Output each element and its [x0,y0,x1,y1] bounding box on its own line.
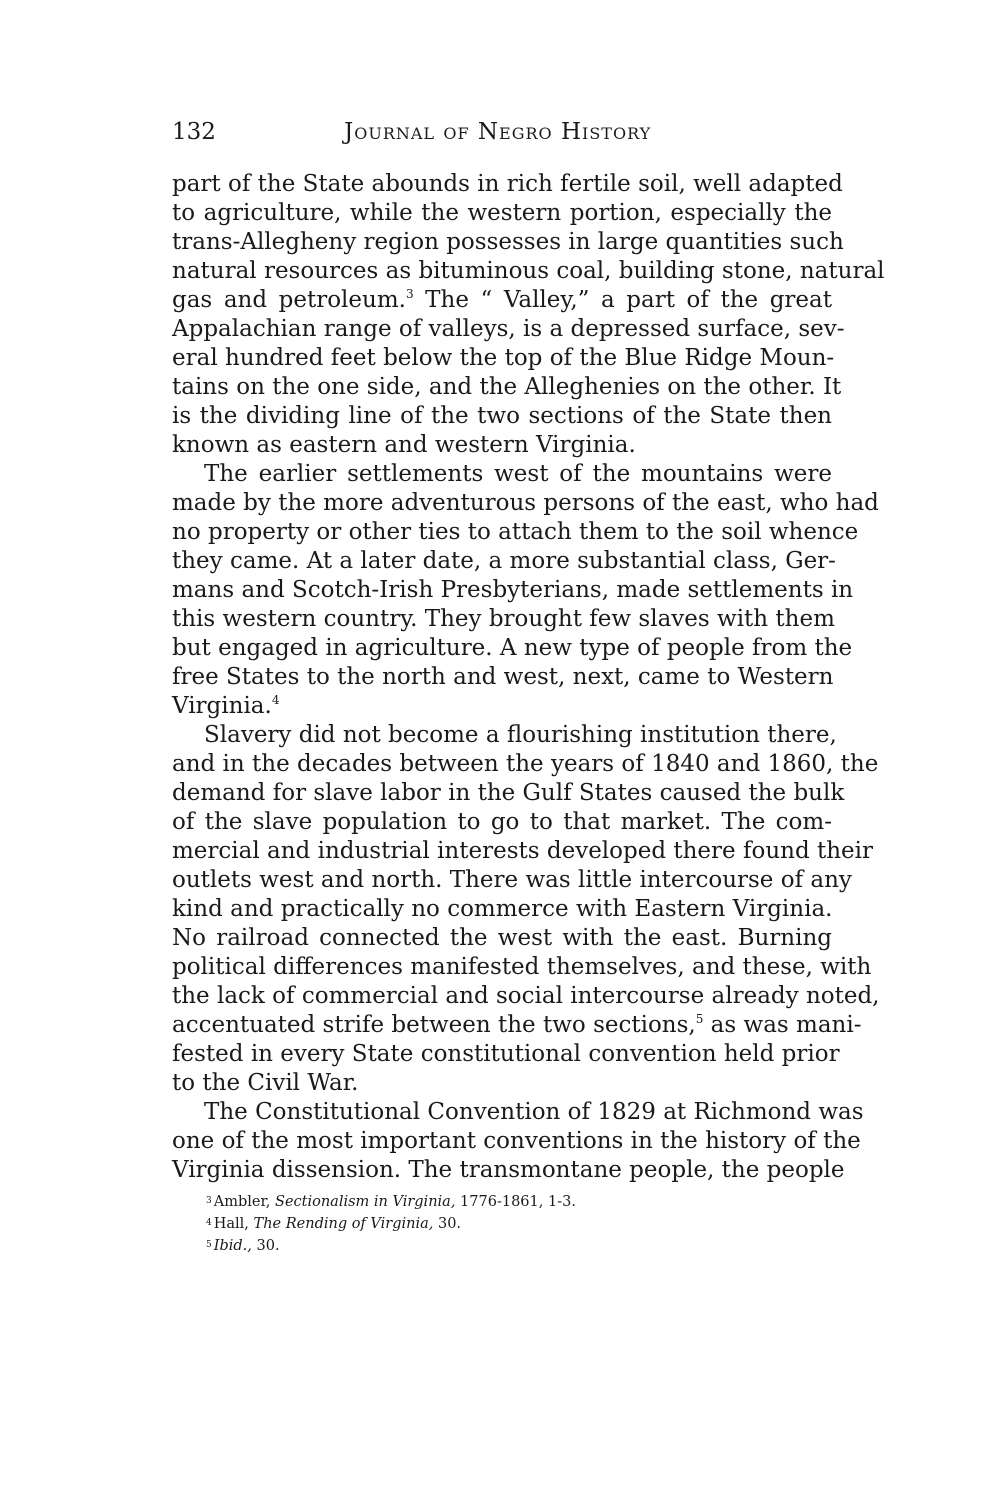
text-line: one of the most important conventions in the history of the [172,1128,861,1154]
text-line: to agriculture, while the western portion, especially the [172,200,832,226]
text-line: mans and Scotch-Irish Presbyterians, made settlements in [172,577,854,603]
journal-title: Journal of Negro History [344,119,652,145]
footnote [206,1191,832,1213]
text-line: demand for slave labor in the Gulf States caused the bulk [172,780,845,806]
book-page [172,116,885,1257]
text-segment: gas and petroleum. [172,287,406,313]
text-line: No railroad connected the west with the east. Burning [172,925,832,951]
text-line: tains on the one side, and the Alleghenies on the other. It [172,374,842,400]
text-line: part of the State abounds in rich fertile soil, well adapted [172,171,843,197]
text-line: the lack of commercial and social intercourse already noted, [172,983,880,1009]
footnote-marker: 5 [206,1240,212,1250]
footnote-author: Hall, [213,1216,254,1232]
footnote-rest: 30. [251,1238,280,1254]
text-segment: accentuated strife between the two sections, [172,1012,696,1038]
text-line [172,1011,862,1040]
text-line: but engaged in agriculture. A new type of people from the [172,635,853,661]
text-line: of the slave population to go to that market. The com- [172,809,832,835]
text-line: Virginia dissension. The transmontane people, the people [172,1157,845,1183]
text-line: trans-Allegheny region possesses in large quantities such [172,229,844,255]
body-text [172,170,885,1185]
text-line: Appalachian range of valleys, is a depressed surface, sev- [172,316,845,342]
text-line: fested in every State constitutional convention held prior [172,1041,840,1067]
text-line: made by the more adventurous persons of the east, who had [172,490,879,516]
text-line: mercial and industrial interests developed there found their [172,838,873,864]
text-line: known as eastern and western Virginia. [172,432,636,458]
footnote-ref-3[interactable]: 3 [405,287,414,301]
footnote-ref-4[interactable]: 4 [271,693,280,707]
text-line: outlets west and north. There was little intercourse of any [172,867,852,893]
footnote-author: Ambler, [213,1194,276,1210]
page-number: 132 [172,119,216,145]
text-line: they came. At a later date, a more substantial class, Ger- [172,548,836,574]
text-line: political differences manifested themselves, and these, with [172,954,872,980]
footnote [206,1235,832,1257]
footnotes [172,1191,832,1257]
footnote-rest: 30. [433,1216,462,1232]
footnote [206,1213,832,1235]
footnote-title: The Rending of Virginia, [253,1216,434,1232]
text-line: and in the decades between the years of 1840 and 1860, the [172,751,879,777]
text-line: this western country. They brought few slaves with them [172,606,835,632]
text-line: no property or other ties to attach them to the soil whence [172,519,859,545]
footnote-title: Ibid., [213,1238,252,1254]
text-line: to the Civil War. [172,1070,359,1096]
text-line: kind and practically no commerce with Eastern Virginia. [172,896,833,922]
text-line: free States to the north and west, next, came to Western [172,664,834,690]
text-line: The earlier settlements west of the mountains were [204,461,832,487]
footnote-ref-5[interactable]: 5 [695,1012,704,1026]
text-segment: as was mani- [703,1012,862,1038]
text-line: is the dividing line of the two sections of the State then [172,403,832,429]
text-segment: The “ Valley,” a part of the great [413,287,832,313]
text-segment: Virginia. [172,693,272,719]
text-line [172,286,832,315]
footnote-marker: 3 [206,1196,212,1206]
footnote-title: Sectionalism in Virginia, [275,1194,456,1210]
text-line: natural resources as bituminous coal, building stone, natural [172,258,885,284]
text-line: eral hundred feet below the top of the Blue Ridge Moun- [172,345,835,371]
text-line: Slavery did not become a flourishing institution there, [204,722,837,748]
running-head [172,116,832,148]
text-line: The Constitutional Convention of 1829 at Richmond was [204,1099,864,1125]
text-line [172,692,832,721]
footnote-marker: 4 [206,1218,212,1228]
footnote-rest: 1776-1861, 1-3. [455,1194,576,1210]
